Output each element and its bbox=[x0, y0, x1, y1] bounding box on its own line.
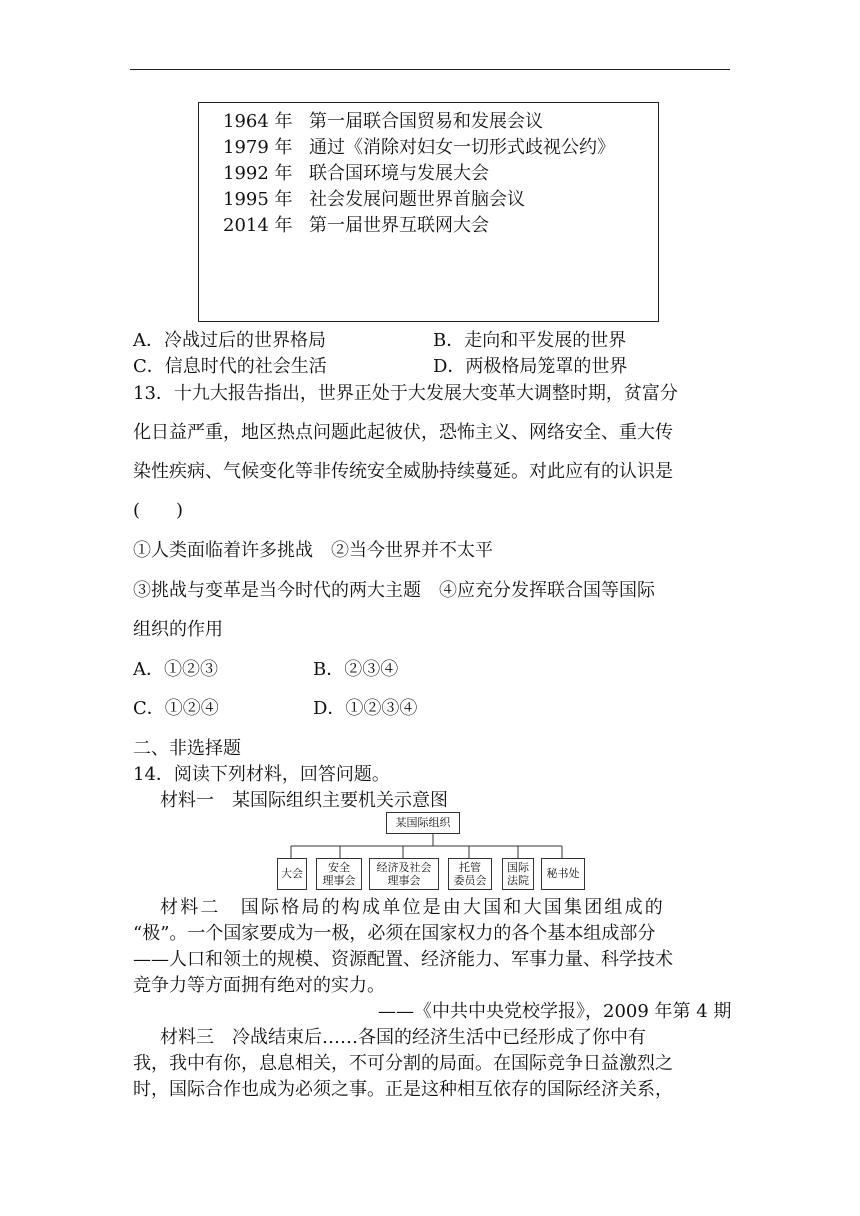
timeline-row bbox=[223, 159, 489, 185]
timeline-row bbox=[223, 133, 615, 159]
org-box-label: 理事会 bbox=[322, 874, 356, 887]
material1-caption: 材料一 某国际组织主要机关示意图 bbox=[160, 790, 448, 811]
material2-source: ——《中共中央党校学报》，2009 年第 4 期 bbox=[378, 1001, 732, 1022]
timeline-row bbox=[223, 107, 543, 133]
org-box-label: 委员会 bbox=[453, 874, 487, 887]
material3-line: 时，国际合作也成为必须之事。正是这种相互依存的国际经济关系， bbox=[133, 1079, 673, 1100]
q13-statement: 组织的作用 bbox=[133, 619, 223, 640]
org-box-label: 大会 bbox=[281, 867, 303, 880]
material3-line: 材料三 冷战结束后……各国的经济生活中已经形成了你中有 bbox=[160, 1027, 646, 1048]
timeline-row bbox=[223, 185, 525, 211]
q12-option-c[interactable]: C．信息时代的社会生活 bbox=[133, 356, 327, 377]
q12-option-d[interactable]: D．两极格局笼罩的世界 bbox=[433, 356, 628, 377]
timeline-event: 通过《消除对妇女一切形式歧视公约》 bbox=[309, 137, 615, 158]
org-box-label: 理事会 bbox=[387, 874, 421, 887]
q13-option-b[interactable]: B．②③④ bbox=[313, 659, 399, 680]
timeline-event: 第一届世界互联网大会 bbox=[309, 215, 489, 236]
org-root-box bbox=[386, 812, 460, 834]
org-box-label: 托管 bbox=[459, 861, 481, 874]
material2-line: “极”。一个国家要成为一极，必须在国家权力的各个基本组成部分 bbox=[133, 923, 656, 944]
org-box-ecosoc bbox=[369, 858, 439, 890]
q14-stem: 14．阅读下列材料，回答问题。 bbox=[133, 764, 390, 785]
q13-stem-line: ( ) bbox=[133, 500, 184, 521]
q12-option-a[interactable]: A．冷战过后的世界格局 bbox=[133, 330, 326, 351]
q13-stem-line: 染性疾病、气候变化等非传统安全威胁持续蔓延。对此应有的认识是 bbox=[133, 461, 673, 482]
timeline-year: 1995 年 bbox=[223, 189, 293, 210]
material2-line: ——人口和领土的规模、资源配置、经济能力、军事力量、科学技术 bbox=[133, 949, 673, 970]
q13-option-a[interactable]: A．①②③ bbox=[133, 659, 218, 680]
org-box-general-assembly bbox=[277, 858, 307, 890]
org-root-label: 某国际组织 bbox=[395, 816, 451, 829]
timeline-year: 1992 年 bbox=[223, 163, 293, 184]
org-box-security-council bbox=[316, 858, 362, 890]
q13-stem-line: 化日益严重，地区热点问题此起彼伏，恐怖主义、网络安全、重大传 bbox=[133, 422, 673, 443]
org-box-icj bbox=[502, 858, 534, 890]
header-rule bbox=[130, 69, 730, 70]
timeline-year: 2014 年 bbox=[223, 215, 293, 236]
material3-line: 我，我中有你，息息相关，不可分割的局面。在国际竞争日益激烈之 bbox=[133, 1053, 673, 1074]
org-box-label: 法院 bbox=[507, 874, 529, 887]
org-box-label: 安全 bbox=[328, 861, 350, 874]
timeline-box bbox=[198, 102, 659, 322]
material2-line: 竞争力等方面拥有绝对的实力。 bbox=[133, 975, 385, 996]
q13-statement: ①人类面临着许多挑战 ②当今世界并不太平 bbox=[133, 540, 493, 561]
q12-option-b[interactable]: B．走向和平发展的世界 bbox=[433, 330, 627, 351]
timeline-year: 1964 年 bbox=[223, 111, 293, 132]
q13-option-d[interactable]: D．①②③④ bbox=[313, 698, 418, 719]
org-box-label: 国际 bbox=[507, 861, 529, 874]
q13-statement: ③挑战与变革是当今时代的两大主题 ④应充分发挥联合国等国际 bbox=[133, 580, 655, 601]
timeline-event: 联合国环境与发展大会 bbox=[309, 163, 489, 184]
q13-stem-line: 13．十九大报告指出，世界正处于大发展大变革大调整时期，贫富分 bbox=[133, 383, 678, 404]
section-heading: 二、非选择题 bbox=[133, 738, 241, 759]
timeline-year: 1979 年 bbox=[223, 137, 293, 158]
org-box-trusteeship bbox=[448, 858, 492, 890]
timeline-event: 社会发展问题世界首脑会议 bbox=[309, 189, 525, 210]
material2-line: 材料二 国际格局的构成单位是由大国和大国集团组成的 bbox=[160, 897, 665, 918]
org-box-secretariat bbox=[541, 858, 585, 890]
q13-option-c[interactable]: C．①②④ bbox=[133, 698, 219, 719]
org-diagram bbox=[276, 810, 590, 892]
timeline-row bbox=[223, 211, 489, 237]
org-box-label: 经济及社会 bbox=[376, 861, 432, 874]
timeline-event: 第一届联合国贸易和发展会议 bbox=[309, 111, 543, 132]
org-box-label: 秘书处 bbox=[546, 867, 580, 880]
